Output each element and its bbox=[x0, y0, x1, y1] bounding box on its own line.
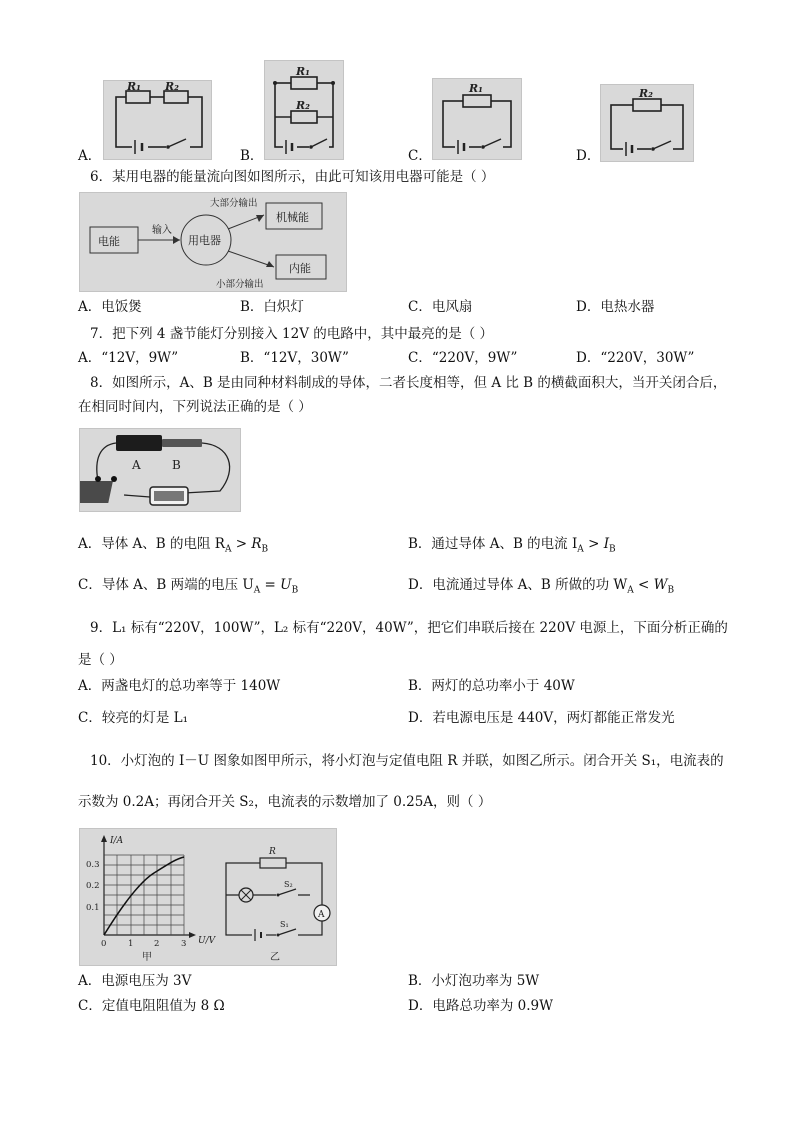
q6-option-b[interactable]: B．白炽灯 bbox=[240, 299, 304, 315]
question-8-stem-line2: 在相同时间内，下列说法正确的是（ ） bbox=[78, 399, 312, 415]
input-label: 输入 bbox=[152, 225, 172, 236]
y-tick: 0.2 bbox=[86, 881, 100, 891]
q9-option-c[interactable]: C．较亮的灯是 L₁ bbox=[78, 710, 188, 726]
q7-option-a[interactable]: A．“12V，9W” bbox=[78, 350, 179, 366]
choice-d-letter[interactable]: D． bbox=[576, 148, 601, 164]
energy-flow-diagram bbox=[79, 192, 347, 292]
question-8-stem-line1: 8．如图所示，A、B 是由同种材料制成的导体，二者长度相等，但 A 比 B 的横截面积大，当开关闭合后， bbox=[90, 375, 727, 391]
question-9-stem-line2: 是（ ） bbox=[78, 652, 123, 668]
q10-option-d[interactable]: D．电路总功率为 0.9W bbox=[408, 998, 553, 1014]
x-tick: 3 bbox=[181, 939, 187, 949]
q8-option-c[interactable]: C．导体 A、B 两端的电压 $U_A = U_B$ bbox=[78, 577, 299, 596]
figure-a-series-r1-r2 bbox=[103, 80, 212, 160]
q9-option-a[interactable]: A．两盏电灯的总功率等于 140W bbox=[78, 678, 281, 694]
svg-text:R₂: R₂ bbox=[639, 87, 653, 100]
choice-b-letter[interactable]: B． bbox=[240, 148, 264, 164]
question-10-stem-line1: 10．小灯泡的 I－U 图象如图甲所示，将小灯泡与定值电阻 R 并联，如图乙所示。闭合开关 S₁，电流表的 bbox=[90, 753, 724, 769]
r1-label: R₁ bbox=[127, 81, 141, 93]
iu-graph bbox=[86, 835, 217, 963]
bottom-output-label: 小部分输出 bbox=[216, 279, 264, 290]
x-tick: 0 bbox=[101, 939, 107, 949]
conductor-a-label: A bbox=[132, 458, 141, 472]
svg-text:R₁: R₁ bbox=[296, 65, 310, 78]
x-axis-label: U/V bbox=[198, 936, 216, 946]
figure-b-parallel-r1-r2 bbox=[264, 60, 344, 160]
q9-option-b[interactable]: B．两灯的总功率小于 40W bbox=[408, 678, 575, 694]
question-10-stem-line2: 示数为 0.2A；再闭合开关 S₂，电流表的示数增加了 0.25A，则（ ） bbox=[78, 794, 492, 810]
question-9-stem-line1: 9．L₁ 标有“220V，100W”，L₂ 标有“220V，40W”，把它们串联后接在 220V 电源上，下面分析正确的 bbox=[90, 620, 728, 636]
q6-option-a[interactable]: A．电饭煲 bbox=[78, 299, 142, 315]
question-6-stem: 6．某用电器的能量流向图如图所示，由此可知该用电器可能是（ ） bbox=[90, 169, 495, 185]
q8-option-a[interactable]: A．导体 A、B 的电阻 $R_A > R_B$ bbox=[78, 536, 269, 555]
x-tick: 1 bbox=[128, 939, 134, 949]
y-axis-label: I/A bbox=[110, 836, 124, 846]
conductor-b-label: B bbox=[172, 458, 181, 472]
q8-option-b[interactable]: B．通过导体 A、B 的电流 $I_A > I_B$ bbox=[408, 536, 616, 555]
graph-caption: 甲 bbox=[142, 952, 152, 963]
q6-option-c[interactable]: C．电风扇 bbox=[408, 299, 473, 315]
device-label: 用电器 bbox=[188, 234, 221, 247]
question-7-stem: 7．把下列 4 盏节能灯分别接入 12V 的电路中，其中最亮的是（ ） bbox=[90, 326, 494, 342]
y-tick: 0.3 bbox=[86, 860, 100, 870]
figure-c-r1-only bbox=[432, 78, 522, 160]
internal-energy-box: 内能 bbox=[289, 262, 311, 275]
switch-s2-label: S₂ bbox=[284, 880, 293, 889]
q7-option-c[interactable]: C．“220V，9W” bbox=[408, 350, 518, 366]
q7-option-d[interactable]: D．“220V，30W” bbox=[576, 350, 695, 366]
source-box-label: 电能 bbox=[98, 235, 120, 248]
q9-option-d[interactable]: D．若电源电压是 440V，两灯都能正常发光 bbox=[408, 710, 675, 726]
y-tick: 0.1 bbox=[86, 903, 100, 913]
svg-text:R₁: R₁ bbox=[469, 82, 483, 95]
mechanical-energy-box: 机械能 bbox=[276, 211, 309, 224]
top-output-label: 大部分输出 bbox=[210, 198, 258, 209]
choice-c-letter[interactable]: C． bbox=[408, 148, 432, 164]
r2-label: R₂ bbox=[165, 81, 179, 93]
svg-text:R₂: R₂ bbox=[296, 99, 310, 112]
ammeter-label: A bbox=[318, 910, 325, 920]
figure-d-r2-only bbox=[600, 84, 694, 162]
iu-graph-and-circuit-figure bbox=[79, 828, 337, 966]
q10-option-b[interactable]: B．小灯泡功率为 5W bbox=[408, 973, 540, 989]
q7-option-b[interactable]: B．“12V，30W” bbox=[240, 350, 349, 366]
q10-option-a[interactable]: A．电源电压为 3V bbox=[78, 973, 192, 989]
switch-s1-label: S₁ bbox=[280, 920, 289, 929]
circuit-caption: 乙 bbox=[270, 952, 280, 963]
parallel-circuit bbox=[226, 847, 330, 963]
choice-a-letter[interactable]: A． bbox=[78, 148, 102, 164]
resistor-r-label: R bbox=[269, 847, 276, 857]
x-tick: 2 bbox=[154, 939, 160, 949]
q8-option-d[interactable]: D．电流通过导体 A、B 所做的功 $W_A < W_B$ bbox=[408, 577, 675, 596]
q10-option-c[interactable]: C．定值电阻阻值为 8 Ω bbox=[78, 998, 225, 1014]
q6-option-d[interactable]: D．电热水器 bbox=[576, 299, 655, 315]
conductor-circuit-photo bbox=[79, 428, 241, 512]
